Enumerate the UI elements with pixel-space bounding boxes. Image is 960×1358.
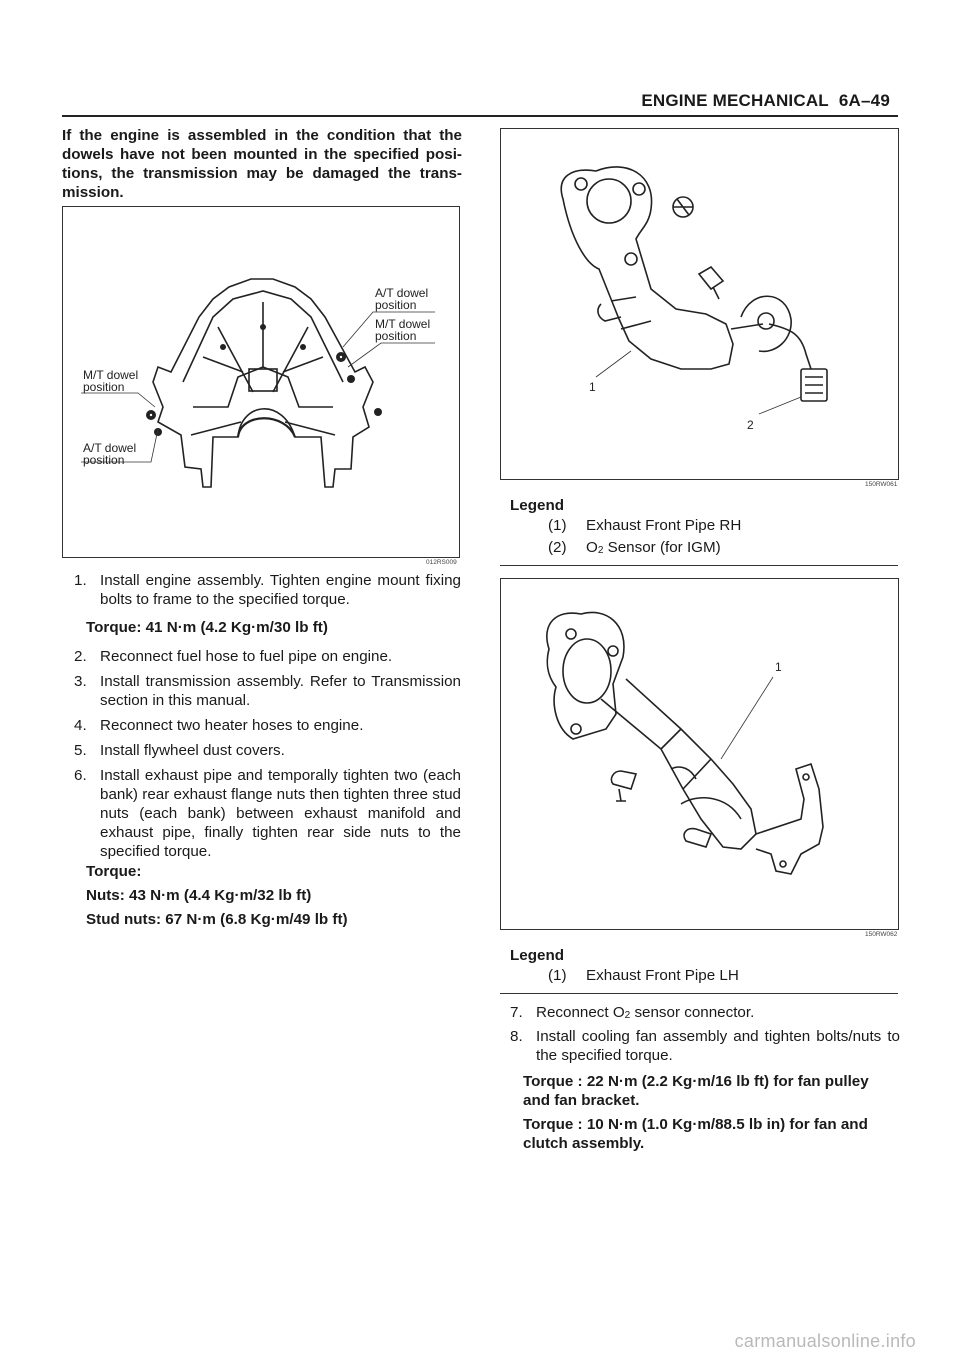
step-text [510, 1003, 900, 1025]
label-mt-dowel-right: M/T dowel [375, 317, 431, 331]
legend-number: (1) [548, 967, 567, 984]
torque-spec-1: Torque: 41 N·m (4.2 Kg·m/30 lb ft) [86, 619, 328, 636]
legend-item-1 [548, 967, 739, 984]
step-text-post: sensor connector. [630, 1004, 755, 1021]
step-1 [74, 571, 461, 609]
legend-text: Exhaust Front Pipe LH [586, 967, 739, 984]
legend-rule [500, 565, 898, 566]
step-7 [510, 1003, 900, 1025]
figure-exhaust-pipe-lh [500, 578, 899, 930]
label-mt-dowel-right-2: position [375, 329, 417, 343]
label-at-dowel-left-2: position [83, 453, 125, 467]
exhaust-pipe-lh-illustration [501, 579, 898, 929]
step-number: 7. [510, 1004, 523, 1021]
page-header [631, 91, 890, 111]
step-2 [74, 647, 461, 666]
subscript: 2 [597, 545, 604, 556]
torque-spec-8b: Torque : 10 N·m (1.0 Kg·m/88.5 lb in) for fan and clutch assembly. [523, 1116, 868, 1152]
torque-stud-6: Stud nuts: 67 N·m (6.8 Kg·m/49 lb ft) [86, 911, 348, 928]
callout-2: 2 [747, 418, 754, 432]
legend-number: (2) [548, 539, 567, 556]
label-at-dowel-right: A/T dowel [375, 286, 429, 300]
step-text-pre: Reconnect O [536, 1004, 625, 1021]
step-number: 3. [74, 673, 87, 690]
step-4 [74, 716, 461, 735]
step-text: Reconnect fuel hose to fuel pipe on engine. [100, 648, 393, 665]
step-text: Install cooling fan assembly and tighten bolts/nuts to the specified torque. [536, 1028, 900, 1064]
legend-item-2 [548, 539, 721, 556]
figure-code: 150RW062 [865, 931, 898, 938]
step-number: 6. [74, 767, 87, 784]
step-number: 1. [74, 572, 87, 589]
legend-number: (1) [548, 517, 567, 534]
torque-spec-8a: Torque : 22 N·m (2.2 Kg·m/16 lb ft) for fan pulley and fan bracket. [523, 1073, 869, 1109]
step-6 [74, 766, 461, 861]
exhaust-pipe-rh-illustration [501, 129, 898, 479]
step-number: 8. [510, 1028, 523, 1045]
callout-1: 1 [775, 660, 782, 674]
legend-rule [500, 993, 898, 994]
step-8 [510, 1027, 900, 1065]
step-text: Install flywheel dust covers. [100, 742, 285, 759]
label-at-dowel-right-2: position [375, 298, 417, 312]
step-text: Reconnect two heater hoses to engine. [100, 717, 364, 734]
figure-code: 150RW061 [865, 481, 898, 488]
warning-text: If the engine is assembled in the condition that the dowels have not been mounted in the specified posi- tions, the transmission may be damaged the trans- mission. [62, 127, 462, 201]
engine-block-illustration [63, 207, 459, 557]
step-number: 4. [74, 717, 87, 734]
legend-title: Legend [510, 497, 565, 514]
figure-engine-block [62, 206, 460, 558]
legend-text-2: Sensor (for IGM) [603, 539, 721, 556]
subscript: 2 [624, 1010, 631, 1021]
figure-exhaust-pipe-rh [500, 128, 899, 480]
watermark: carmanualsonline.info [734, 1331, 916, 1351]
step-number: 5. [74, 742, 87, 759]
figure-code: 012RS009 [426, 559, 457, 566]
label-mt-dowel-left: M/T dowel [83, 368, 139, 382]
step-text: Install engine assembly. Tighten engine mount fixing bolts to frame to the specified torque. [100, 572, 461, 608]
torque-label-6: Torque: [86, 863, 142, 880]
legend-item-1 [548, 517, 741, 534]
step-5 [74, 741, 461, 760]
section-title: ENGINE MECHANICAL [641, 91, 829, 110]
legend-title: Legend [510, 947, 565, 964]
torque-nuts-6: Nuts: 43 N·m (4.4 Kg·m/32 lb ft) [86, 887, 312, 904]
page-number: 6A–49 [838, 91, 890, 110]
legend-text: Exhaust Front Pipe RH [586, 517, 742, 534]
step-text: Install transmission assembly. Refer to Transmission section in this manual. [100, 673, 461, 709]
step-3 [74, 672, 461, 710]
callout-1: 1 [589, 380, 596, 394]
label-mt-dowel-left-2: position [83, 380, 125, 394]
step-number: 2. [74, 648, 87, 665]
label-at-dowel-left: A/T dowel [83, 441, 137, 455]
legend-text: O [586, 539, 598, 556]
header-rule [62, 115, 898, 117]
step-text: Install exhaust pipe and temporally tighten two (each bank) rear exhaust flange nuts then tighten three stud nuts (each bank) between exhaust manifold and exhaust pipe, finally tighten rear side nuts to the specified torque. [100, 767, 461, 860]
